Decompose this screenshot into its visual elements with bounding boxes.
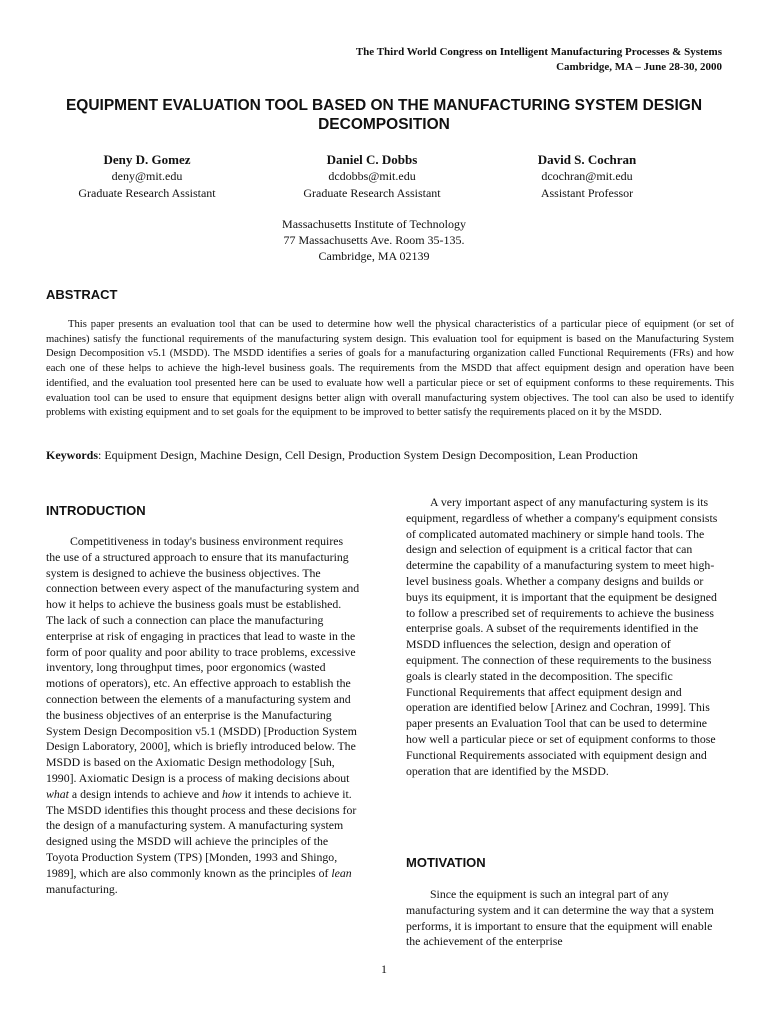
affiliation-line: Massachusetts Institute of Technology [282, 217, 466, 231]
abstract-heading: ABSTRACT [46, 287, 118, 302]
keywords-text: : Equipment Design, Machine Design, Cell Design, Production System Design Decomposition, Lean Production [98, 448, 638, 462]
emphasis: lean [331, 865, 352, 880]
author-email: dcochran@mit.edu [541, 169, 633, 183]
text-run: a design intends to achieve and [68, 786, 222, 801]
introduction-heading: INTRODUCTION [46, 503, 146, 518]
motivation-paragraph: Since the equipment is such an integral part of any manufacturing system and it can determine the way that a system performs, it is important to ensure that the equipment will enable the achievement of the enterprise [406, 887, 714, 949]
page-number: 1 [381, 962, 387, 976]
introduction-paragraph [46, 534, 360, 897]
author-role: Graduate Research Assistant [303, 186, 441, 200]
emphasis: how [221, 786, 242, 801]
author-name: David S. Cochran [537, 152, 637, 167]
keywords [46, 447, 736, 463]
author-name: Deny D. Gomez [103, 152, 191, 167]
conference-name: The Third World Congress on Intelligent Manufacturing Processes & Systems [355, 46, 722, 58]
author-1 [47, 151, 247, 202]
author-3 [487, 151, 687, 202]
author-email: deny@mit.edu [111, 169, 183, 183]
text-run: Competitiveness in today's business environment requires the use of a structured approach to ensure that its manufacturing system is designed to achieve the business objectives. The connection between every aspect of the manufacturing system and how it helps to achieve the business goals must be established. The lack of such a connection can place the manufacturing enterprise at risk of engaging in practices that lead to waste in the form of poor quality and poor ability to trace problems, excessive inventory, long throughput times, poor ergonomics (wasted motions of operators), etc. An effective approach to establish the connection between the elements of a manufacturing system and the business objectives of an enterprise is the Manufacturing System Design Decomposition v5.1 (MSDD) [Production System Design Laboratory, 2000], which is briefly introduced below. The MSDD is based on the Axiomatic Design methodology [Suh, 1990]. Axiomatic Design is a process of making decisions about [46, 534, 360, 785]
author-email: dcdobbs@mit.edu [328, 169, 416, 183]
conference-location: Cambridge, MA – June 28-30, 2000 [556, 61, 722, 73]
motivation-heading: MOTIVATION [406, 855, 486, 870]
abstract-text: This paper presents an evaluation tool that can be used to determine how well the physical characteristics of a particular piece of equipment (or set of machines) satisfy the functional requirements of the manufacturing system design. This evaluation tool for equipment is based on the Manufacturing System Design Decomposition v5.1 (MSDD). The MSDD identifies a series of goals for a manufacturing organization called Functional Requirements (FRs) and how each one of these helps to achieve the high-level business goals. The requirements from the MSDD that affect equipment design and operation have been identified, and the evaluation tool presented here can be used to evaluate how well a particular piece or set of equipment conforms to these requirements. This evaluation tool can be used to ensure that equipment designs better align with overall manufacturing system objectives. The tool can also be used to identify problems with existing equipment and to set goals for the equipment to be improved to better satisfy the requirements placed on it by the MSDD. [46, 319, 734, 419]
text-run: it intends to achieve it. The MSDD identifies this thought process and these decisions for the design of a manufacturing system. A manufacturing system designed using the MSDD will achieve the principles of the Toyota Production System (TPS) [Monden, 1993 and Shingo, 1989], which are also commonly known as the principles of [46, 786, 357, 880]
right-column-body [406, 495, 724, 779]
author-2 [272, 151, 472, 202]
emphasis: what [46, 786, 69, 801]
text-run: manufacturing. [46, 881, 118, 896]
author-name: Daniel C. Dobbs [326, 152, 418, 167]
equipment-paragraph: A very important aspect of any manufacturing system is its equipment, regardless of whether a company's equipment consists of complicated automated machinery or simple hand tools. The design and selection of equipment is a critical factor that can determine the capability of a manufacturing system to meet high-level business goals. Whether a company designs and builds or buys its equipment, it is important that the equipment be designed to follow a prescribed set of requirements to achieve the business enterprise goals. A subset of the requirements identified in the MSDD influences the selection, design and operation of equipment. The connection of these requirements to the business goals is clearly stated in the decomposition. The specific Functional Requirements that affect equipment design and operation are identified below [Arinez and Cochran, 1999]. This paper presents an Evaluation Tool that can be used to determine how well a particular piece or set of equipment conforms to those Functional Requirements associated with equipment design and operation that are identified by the MSDD. [406, 495, 718, 778]
conference-header [222, 45, 722, 75]
affiliation-line: 77 Massachusetts Ave. Room 35-135. [283, 233, 465, 247]
introduction-body [46, 534, 360, 897]
keywords-label: Keywords [46, 448, 98, 462]
author-role: Graduate Research Assistant [78, 186, 216, 200]
author-role: Assistant Professor [540, 186, 634, 200]
affiliation [224, 216, 524, 264]
affiliation-line: Cambridge, MA 02139 [318, 249, 430, 263]
paper-title: EQUIPMENT EVALUATION TOOL BASED ON THE MANUFACTURING SYSTEM DESIGN DECOMPOSITION [65, 97, 703, 133]
motivation-body [406, 887, 724, 950]
